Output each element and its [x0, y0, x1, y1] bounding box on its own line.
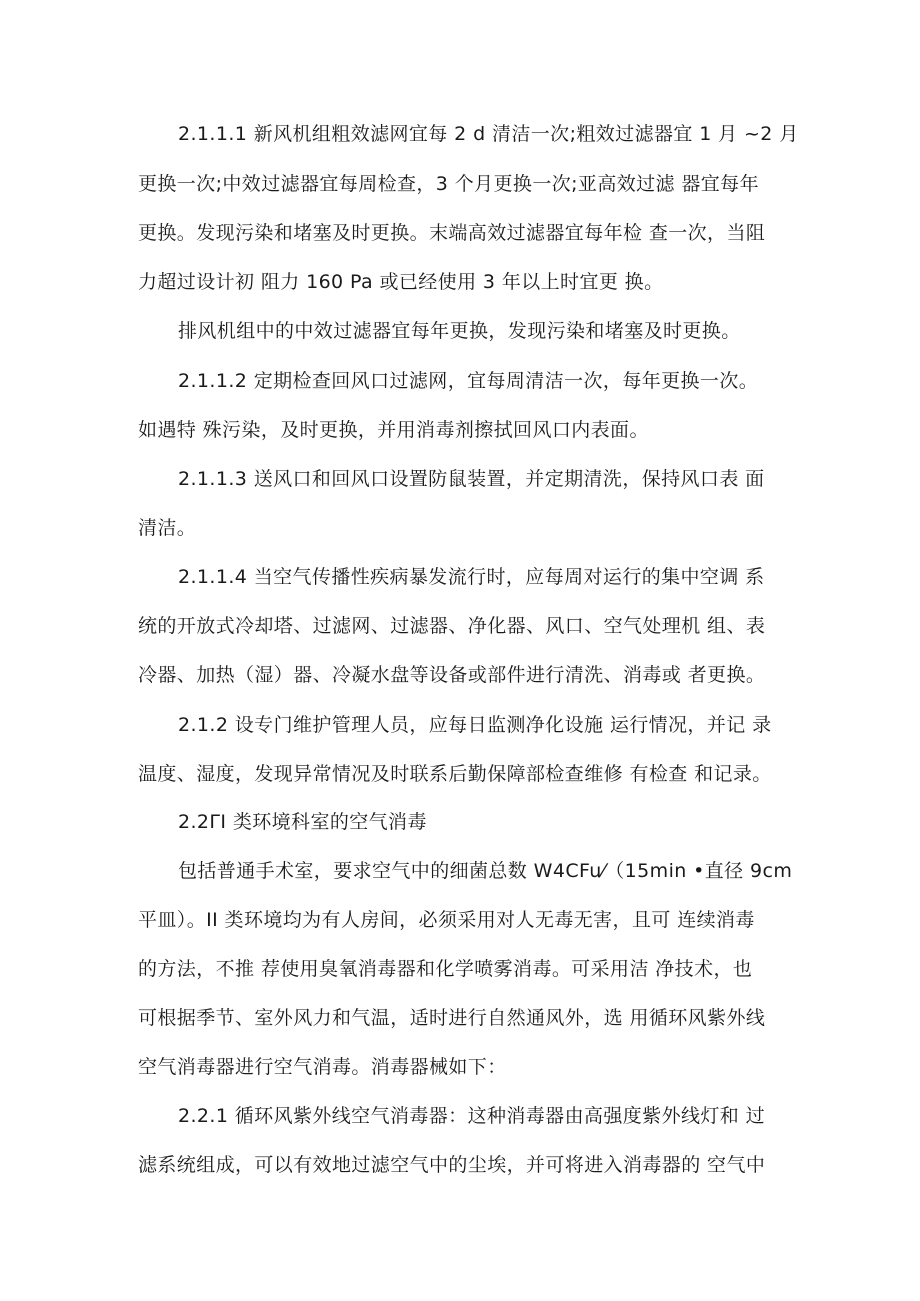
text-line: 可根据季节、室外风力和气温，适时进行自然通风外，选 用循环风紫外线 [138, 1007, 766, 1029]
text-line: 排风机组中的中效过滤器宜每年更换，发现污染和堵塞及时更换。 [178, 320, 741, 342]
text-line: 冷器、加热（湿）器、冷凝水盘等设备或部件进行清洗、消毒或 者更换。 [138, 664, 766, 686]
text-line: 的方法，不推 荐使用臭氧消毒器和化学喷雾消毒。可采用洁 净技术，也 [138, 958, 753, 980]
text-line: 滤系统组成，可以有效地过滤空气中的尘埃，并可将进入消毒器的 空气中 [138, 1154, 766, 1176]
text-line: 2.1.2 设专门维护管理人员，应每日监测净化设施 运行情况，并记 录 [178, 714, 772, 736]
text-line: 2.1.1.1 新风机组粗效滤网宜每 2 d 清洁一次;粗效过滤器宜 1 月 ~2 月 [178, 123, 799, 145]
text-line: 力超过设计初 阻力 160 Pa 或已经使用 3 年以上时宜更 换。 [138, 271, 664, 293]
text-line: 更换一次;中效过滤器宜每周检查，3 个月更换一次;亚高效过滤 器宜每年 [138, 173, 759, 195]
section-heading: 2.2ΓI 类环境科室的空气消毒 [178, 811, 427, 833]
text-line: 空气消毒器进行空气消毒。消毒器械如下： [138, 1056, 507, 1078]
text-line: 2.1.1.3 送风口和回风口设置防鼠装置，并定期清洗，保持风口表 面 [178, 468, 765, 490]
text-line: 2.2.1 循环风紫外线空气消毒器：这种消毒器由高强度紫外线灯和 过 [178, 1105, 766, 1127]
text-line: 如遇特 殊污染，及时更换，并用消毒剂擦拭回风口内表面。 [138, 419, 649, 441]
text-line: 2.1.1.2 定期检查回风口过滤网，宜每周清洁一次，每年更换一次。 [178, 370, 759, 392]
text-line: 2.1.1.4 当空气传播性疾病暴发流行时，应每周对运行的集中空调 系 [178, 566, 765, 588]
text-line: 清洁。 [138, 517, 197, 539]
text-line: 平皿）。II 类环境均为有人房间，必须采用对人无毒无害，且可 连续消毒 [138, 909, 755, 931]
text-line: 包括普通手术室，要求空气中的细菌总数 W4CFu⁄（15min •直径 9cm [178, 860, 793, 882]
text-line: 温度、湿度，发现异常情况及时联系后勤保障部检查维修 有检查 和记录。 [138, 763, 772, 785]
text-line: 统的开放式冷却塔、过滤网、过滤器、净化器、风口、空气处理机 组、表 [138, 615, 766, 637]
text-line: 更换。发现污染和堵塞及时更换。末端高效过滤器宜每年检 查一次，当阻 [138, 222, 766, 244]
